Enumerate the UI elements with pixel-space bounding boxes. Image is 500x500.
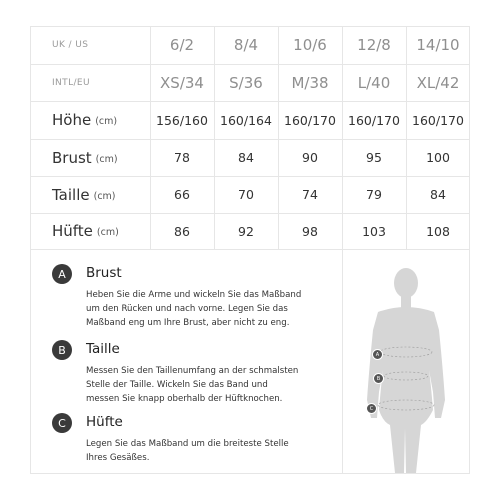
table-value-cell: 160/170 bbox=[348, 112, 400, 128]
row-label-unit: (cm) bbox=[95, 116, 118, 127]
table-value-cell: 160/170 bbox=[412, 112, 464, 128]
uk-size-cell: 14/10 bbox=[416, 36, 460, 54]
row-label-2 bbox=[52, 176, 148, 213]
silhouette-head bbox=[394, 268, 418, 298]
guide-text-brust: Heben Sie die Arme und wickeln Sie das Maßband um den Rücken und nach vorne. Legen Sie das Maßband eng um Ihre Brust, aber nicht zu eng. bbox=[86, 290, 302, 328]
table-value-cell: 160/170 bbox=[284, 112, 336, 128]
intl-size-cell: L/40 bbox=[357, 73, 391, 92]
badge-b: B bbox=[52, 340, 72, 360]
header-intl-eu: INTL/EU bbox=[52, 77, 91, 88]
intl-size-cell: S/36 bbox=[229, 73, 263, 92]
table-value-cell: 84 bbox=[238, 150, 254, 165]
row-label-0 bbox=[52, 101, 148, 139]
table-value-cell: 86 bbox=[174, 223, 190, 239]
silhouette-neck bbox=[401, 294, 411, 308]
row-label-unit: (cm) bbox=[93, 190, 116, 202]
guide-text-taille: Messen Sie den Taillenumfang an der schmalsten Stelle der Taille. Wickeln Sie das Band und messen Sie knapp oberhalb der Hüftknochen. bbox=[86, 366, 299, 404]
intl-size-cell: M/38 bbox=[291, 73, 329, 92]
row-label-text: Höhe bbox=[52, 111, 92, 129]
row-label-text: Taille bbox=[52, 185, 90, 204]
body-silhouette-figure bbox=[343, 250, 469, 473]
intl-size-cell: XL/42 bbox=[416, 73, 460, 92]
row-label-unit: (cm) bbox=[96, 227, 119, 238]
table-value-cell: 79 bbox=[366, 187, 382, 202]
table-value-cell: 74 bbox=[302, 187, 318, 202]
marker-a: A bbox=[372, 349, 383, 360]
table-value-cell: 103 bbox=[362, 223, 386, 239]
table-value-cell: 98 bbox=[302, 223, 318, 239]
uk-size-cell: 6/2 bbox=[169, 36, 195, 54]
table-value-cell: 108 bbox=[426, 223, 450, 239]
table-value-cell: 70 bbox=[238, 187, 254, 202]
table-value-cell: 92 bbox=[238, 223, 254, 239]
table-value-cell: 95 bbox=[366, 150, 382, 165]
guide-title-taille: Taille bbox=[86, 341, 120, 357]
uk-size-cell: 12/8 bbox=[357, 36, 391, 54]
table-value-cell: 84 bbox=[430, 187, 446, 202]
marker-c: C bbox=[366, 403, 377, 414]
header-uk-us: UK / US bbox=[52, 40, 89, 50]
uk-size-cell: 10/6 bbox=[293, 36, 327, 54]
row-label-text: Hüfte bbox=[52, 222, 93, 240]
silhouette-body bbox=[367, 307, 445, 473]
guide-title-huefte: Hüfte bbox=[86, 414, 123, 430]
uk-size-cell: 8/4 bbox=[233, 36, 259, 54]
table-value-cell: 156/160 bbox=[156, 112, 208, 128]
guide-title-brust: Brust bbox=[86, 265, 122, 281]
row-label-3 bbox=[52, 213, 148, 249]
badge-a: A bbox=[52, 264, 72, 284]
badge-c: C bbox=[52, 413, 72, 433]
row-label-1 bbox=[52, 139, 148, 176]
marker-b: B bbox=[373, 373, 384, 384]
table-value-cell: 66 bbox=[174, 187, 190, 202]
guide-text-huefte: Legen Sie das Maßband um die breiteste Stelle Ihres Gesäßes. bbox=[86, 439, 289, 463]
intl-size-cell: XS/34 bbox=[160, 73, 204, 92]
table-value-cell: 100 bbox=[426, 150, 450, 165]
table-value-cell: 160/164 bbox=[220, 112, 272, 128]
table-value-cell: 78 bbox=[174, 150, 190, 165]
row-label-unit: (cm) bbox=[95, 153, 118, 165]
table-value-cell: 90 bbox=[302, 150, 318, 165]
row-label-text: Brust bbox=[52, 148, 92, 167]
